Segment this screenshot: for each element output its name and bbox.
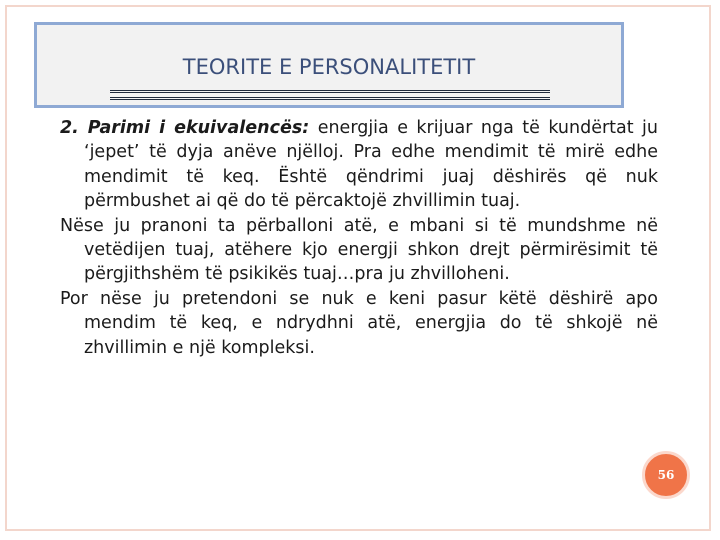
slide-title: TEORITE E PERSONALITETIT [182,55,476,79]
page-number-badge: 56 [642,451,690,499]
slide-body [60,116,658,360]
title-box [34,22,624,108]
paragraph-lead: 2. Parimi i ekuivalencës: [60,118,310,138]
title-underline [110,90,550,93]
paragraph-text: Nëse ju pranoni ta përballoni atë, e mbani si të mundshme në vetëdijen tuaj, atëhere kjo energji shkon drejt përmirësimit të përgjithshëm të psikikës tuaj…pra ju zhvilloheni. [60,215,658,285]
title-underline-2 [110,97,550,100]
paragraph-accept [60,214,658,287]
paragraph-principle [60,116,658,214]
paragraph-deny [60,287,658,360]
paragraph-text: energjia e krijuar nga të kundërtat ju ‘jepet’ të dyja anëve njëlloj. Pra edhe mendimit të mirë edhe mendimit të keq. Është qëndrimi juaj dëshirës që nuk përmbushet ai që do të përcaktojë zhvillimin tuaj. [84,118,658,212]
paragraph-text: Por nëse ju pretendoni se nuk e keni pasur këtë dëshirë apo mendim të keq, e ndrydhni atë, energjia do të shkojë në zhvillimin e një kompleksi. [60,288,658,358]
